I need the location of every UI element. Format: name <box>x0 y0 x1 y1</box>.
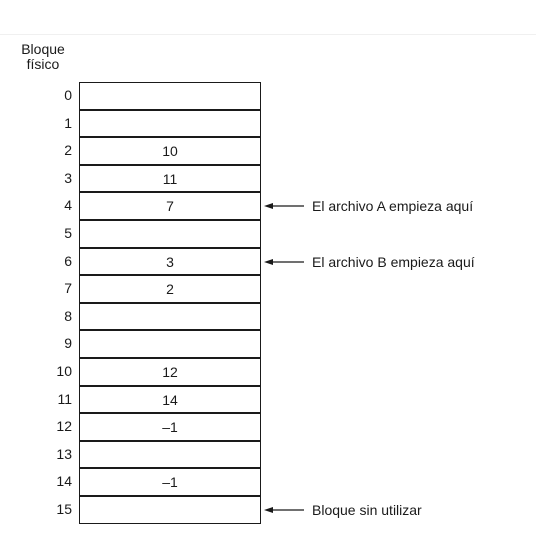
block-cell <box>79 82 261 110</box>
block-index: 15 <box>56 501 72 517</box>
block-cell: 14 <box>79 386 261 414</box>
block-index: 5 <box>64 225 72 241</box>
block-index: 11 <box>57 390 72 407</box>
block-cell: 12 <box>79 358 261 386</box>
arrow-left-icon <box>264 257 304 267</box>
arrow-left-icon <box>264 505 304 515</box>
column-header <box>14 42 72 72</box>
block-cell <box>79 220 261 248</box>
block-cell <box>79 110 261 138</box>
block-cell <box>79 441 261 469</box>
block-cell: 7 <box>79 192 261 220</box>
block-index: 0 <box>64 87 72 103</box>
block-cell: 11 <box>79 165 261 193</box>
block-cell: 10 <box>79 137 261 165</box>
block-index: 9 <box>64 335 72 352</box>
block-cell: 2 <box>79 275 261 303</box>
block-index: 7 <box>64 280 72 297</box>
block-index: 12 <box>56 418 72 435</box>
arrow-left-icon <box>264 201 304 211</box>
annotation-text: El archivo B empieza aquí <box>312 253 475 270</box>
block-cell: –1 <box>79 413 261 441</box>
block-cell <box>79 330 261 358</box>
annotation <box>264 192 473 220</box>
block-index: 14 <box>56 473 72 490</box>
column-header-line2: físico <box>26 56 60 72</box>
block-index: 13 <box>56 445 72 462</box>
block-index: 2 <box>64 142 72 159</box>
block-cell: 3 <box>79 248 261 276</box>
block-index: 8 <box>64 307 72 324</box>
block-index: 6 <box>64 252 72 269</box>
block-index: 3 <box>64 169 72 186</box>
block-index: 4 <box>64 197 72 214</box>
top-divider <box>0 34 536 35</box>
annotation <box>264 248 475 276</box>
annotation-text: Bloque sin utilizar <box>312 502 422 518</box>
block-cell: –1 <box>79 468 261 496</box>
block-index: 1 <box>64 114 72 131</box>
block-index: 10 <box>56 363 72 379</box>
annotation-text: El archivo A empieza aquí <box>312 198 474 215</box>
column-header-line1: Bloque <box>21 41 65 57</box>
block-cell <box>79 496 261 524</box>
annotation <box>264 496 422 524</box>
block-cell <box>79 303 261 331</box>
